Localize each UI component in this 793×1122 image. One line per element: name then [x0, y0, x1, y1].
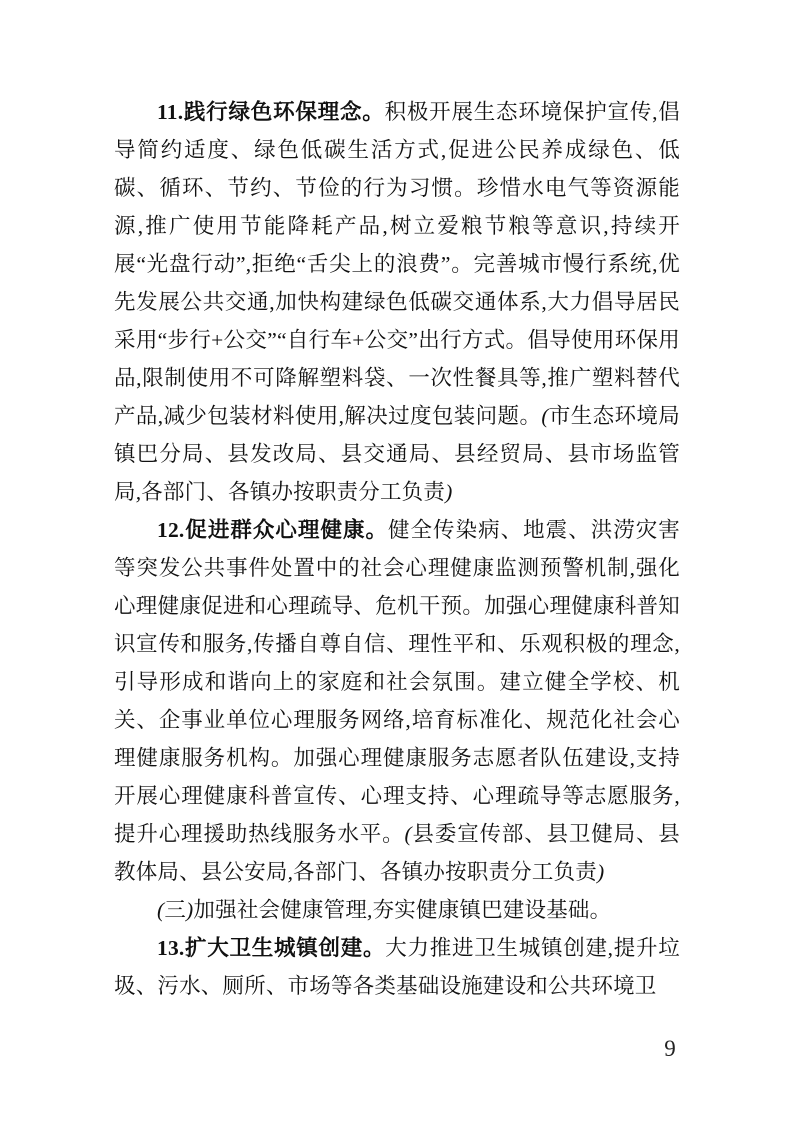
item-11-responsibility-annotation: (市生态环境局镇巴分局、县发改局、县交通局、县经贸局、县市场监管局,各部门、各镇办按职责分工负责)	[114, 404, 681, 504]
item-12-responsibility-annotation: (县委宣传部、县卫健局、县教体局、县公安局,各部门、各镇办按职责分工负责)	[114, 822, 681, 884]
item-12-heading: 12.促进群众心理健康。	[157, 518, 389, 542]
item-11-heading: 11.践行绿色环保理念。	[157, 100, 385, 124]
item-11-body-text: 积极开展生态环境保护宣传,倡导简约适度、绿色低碳生活方式,促进公民养成绿色、低碳、循环、节约、节俭的行为习惯。珍惜水电气等资源能源,推广使用节能降耗产品,树立爱粮节粮等意识,持续开展“光盘行动”,拒绝“舌尖上的浪费”。完善城市慢行系统,优先发展公共交通,加快构建绿色低碳交通体系,大力倡导居民采用“步行+公交”“自行车+公交”出行方式。倡导使用环保用品,限制使用不可降解塑料袋、一次性餐具等,推广塑料替代产品,减少包装材料使用,解决过度包装问题。	[114, 100, 680, 428]
paragraph-item-12	[114, 511, 680, 891]
paragraph-item-11	[114, 93, 680, 511]
item-12-body-text: 健全传染病、地震、洪涝灾害等突发公共事件处置中的社会心理健康监测预警机制,强化心理健康促进和心理疏导、危机干预。加强心理健康科普知识宣传和服务,传播自尊自信、理性平和、乐观积极的理念,引导形成和谐向上的家庭和社会氛围。建立健全学校、机关、企事业单位心理服务网络,培育标准化、规范化社会心理健康服务机构。加强心理健康服务志愿者队伍建设,支持开展心理健康科普宣传、心理支持、心理疏导等志愿服务,提升心理援助热线服务水平。	[114, 518, 680, 846]
paragraph-item-13	[114, 929, 680, 1005]
page-number: 9	[664, 1036, 676, 1061]
item-13-heading: 13.扩大卫生城镇创建。	[157, 936, 386, 960]
item-13-body-text: 大力推进卫生城镇创建,提升垃圾、污水、厕所、市场等各类基础设施建设和公共环境卫	[114, 936, 680, 998]
section-heading-three: (三)加强社会健康管理,夯实健康镇巴建设基础。	[157, 898, 612, 922]
document-body	[114, 93, 680, 1005]
